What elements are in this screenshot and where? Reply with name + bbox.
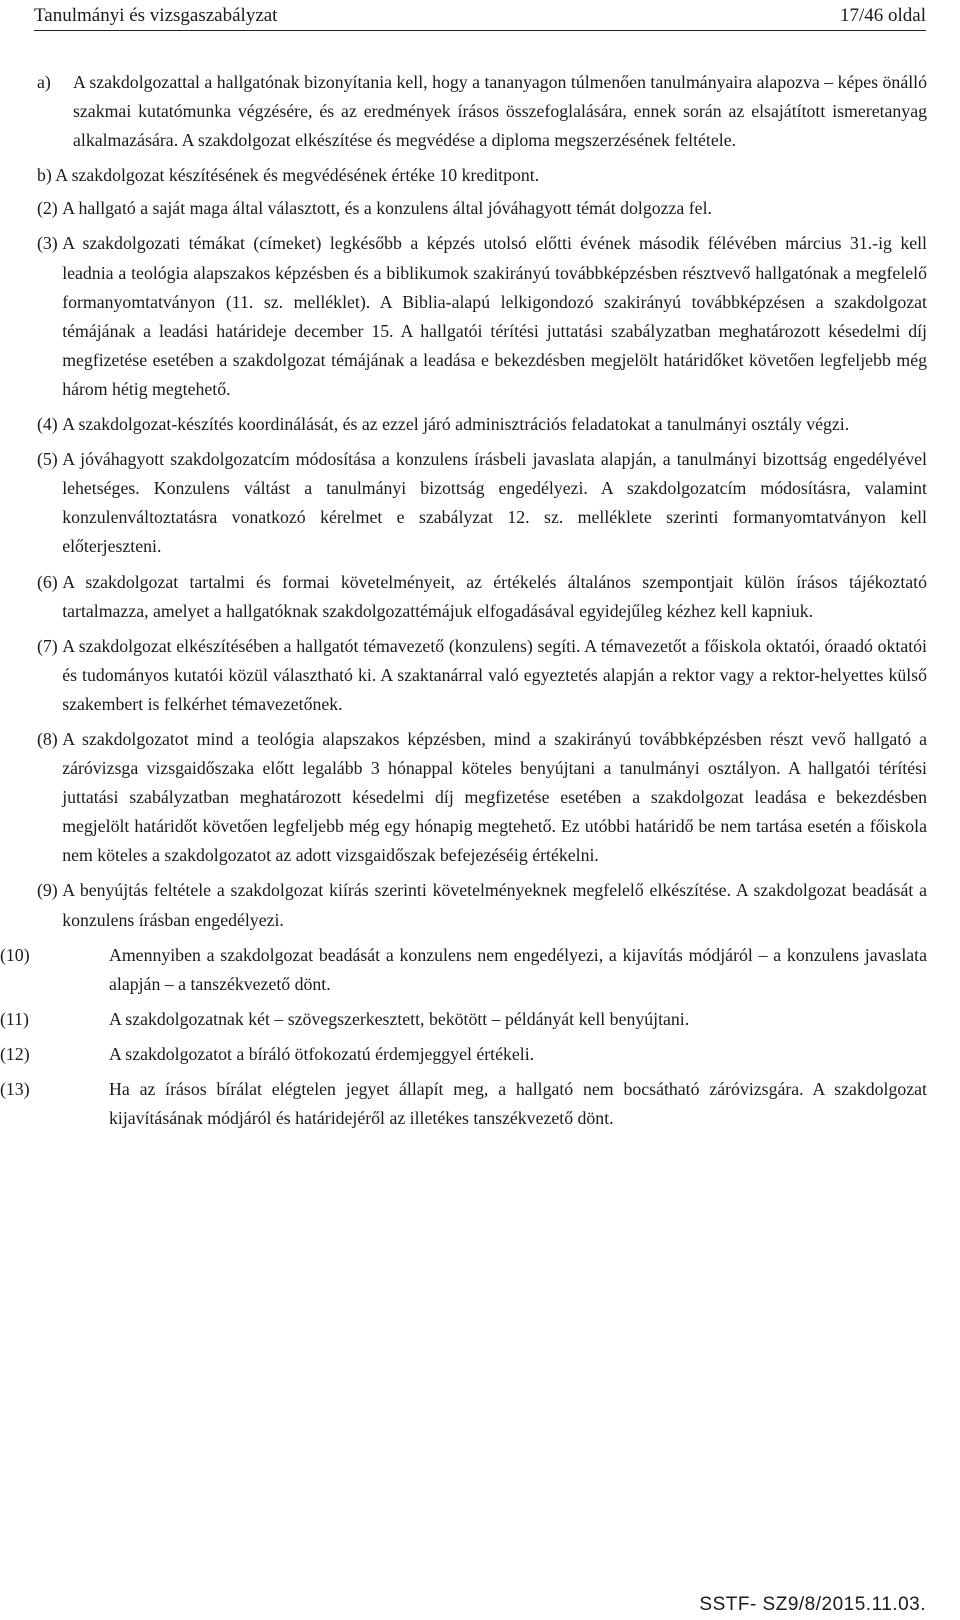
paragraph-a-text: A szakdolgozattal a hallgatónak bizonyítania kell, hogy a tananyagon túlmenően tanulmányaira alapozva – képes önálló szakmai kutatómunka végzésére, és az eredmények írásos összefoglalására, ennek során az elsajátított ismeretanyag alkalmazására. A szakdolgozat elkészítése és megvédése a diploma megszerzésének feltétele. — [73, 72, 927, 151]
paragraph-8-label: (8) — [37, 728, 63, 749]
paragraph-12-text: A szakdolgozatot a bíráló ötfokozatú érdemjeggyel értékeli. — [109, 1043, 535, 1064]
paragraph-a-label: a) — [37, 72, 51, 92]
paragraph-4-text: A szakdolgozat-készítés koordinálását, és az ezzel járó adminisztrációs feladatokat a tanulmányi osztály végzi. — [62, 414, 850, 435]
paragraph-10 — [0, 941, 927, 999]
paragraph-7 — [37, 632, 927, 719]
paragraph-2-label: (2) — [37, 198, 63, 219]
paragraph-2-text: A hallgató a saját maga által választott, és a konzulens által jóváhagyott témát dolgozza fel. — [62, 198, 712, 219]
paragraph-2 — [37, 194, 927, 223]
paragraph-9-text: A benyújtás feltétele a szakdolgozat kiírás szerinti követelményeknek megfelelő elkészítése. A szakdolgozat beadását a konzulens írásban engedélyezi. — [62, 880, 927, 930]
paragraph-11-text: A szakdolgozatnak két – szövegszerkesztett, bekötött – példányát kell benyújtani. — [109, 1008, 690, 1029]
paragraph-10-label: (10) — [0, 944, 30, 965]
paragraph-12-label: (12) — [0, 1043, 30, 1064]
document-title: Tanulmányi és vizsgaszabályzat — [34, 5, 278, 26]
paragraph-9 — [37, 876, 927, 934]
paragraph-6 — [37, 568, 927, 626]
paragraph-13 — [0, 1075, 927, 1133]
paragraph-7-label: (7) — [37, 635, 63, 656]
page-number: 17/46 oldal — [839, 5, 926, 26]
paragraph-4 — [37, 410, 927, 439]
paragraph-8 — [37, 725, 927, 870]
paragraph-6-text: A szakdolgozat tartalmi és formai követelményeit, az értékelés általános szempontjait külön írásos tájékoztató tartalmazza, amelyet a hallgatóknak szakdolgozattémájuk elfogadásával egyidejűleg kézhez kell kapniuk. — [62, 571, 927, 621]
paragraph-5-label: (5) — [37, 449, 63, 470]
paragraph-13-label: (13) — [0, 1079, 30, 1099]
paragraph-a — [37, 68, 927, 155]
paragraph-8-text: A szakdolgozatot mind a teológia alapszakos képzésben, mind a szakirányú továbbképzésben részt vevő hallgató a záróvizsga vizsgaidőszaka előtt legalább 3 hónappal köteles benyújtani a tanulmányi osztályon. A hallgatói térítési juttatási szabályzatban meghatározott késedelmi díj megfizetése esetében a szakdolgozat leadása e bekezdésben megjelölt határidőt követően legfeljebb még egy hónapig megtehető. Ez utóbbi határidő be nem tartása esetén a főiskola nem köteles a szakdolgozatot az adott vizsgaidőszak befejezéséig értékelni. — [62, 728, 927, 866]
paragraph-10-body: Amennyiben a szakdolgozat beadását a konzulens nem engedélyezi, a kijavítás módjáról – a konzulens javaslata alapján – a tanszékvezető dönt. — [109, 944, 927, 994]
paragraph-7-text: A szakdolgozat elkészítésében a hallgatót témavezető (konzulens) segíti. A témavezetőt a főiskola oktatói, óraadó oktatói és tudományos kutatói közül választható ki. A szaktanárral való egyeztetés alapján a rektor vagy a rektor-helyettes külső szakembert is felkérhet témavezetőnek. — [62, 635, 927, 714]
document-body — [0, 68, 927, 1139]
page-header — [34, 2, 926, 31]
paragraph-5 — [37, 445, 927, 561]
paragraph-4-label: (4) — [37, 414, 63, 435]
document-code: SSTF- SZ9/8/2015.11.03. — [699, 1594, 926, 1615]
paragraph-9-label: (9) — [37, 880, 63, 901]
paragraph-11 — [0, 1005, 927, 1034]
paragraph-3 — [37, 229, 927, 404]
paragraph-10-text — [109, 941, 927, 999]
paragraph-13-text: Ha az írásos bírálat elégtelen jegyet állapít meg, a hallgató nem bocsátható záróvizsgára. A szakdolgozat kijavításának módjáról és határidejéről az illetékes tanszékvezető dönt. — [109, 1079, 927, 1129]
paragraph-11-label: (11) — [0, 1008, 29, 1029]
paragraph-6-label: (6) — [37, 571, 63, 592]
paragraph-b: b) A szakdolgozat készítésének és megvédésének értéke 10 kreditpont. — [37, 165, 540, 186]
paragraph-3-text: A szakdolgozati témákat (címeket) legkésőbb a képzés utolsó előtti évének második félévében március 31.-ig kell leadnia a teológia alapszakos képzésben és a biblikumok szakirányú továbbképzésben résztvevő hallgatónak a megfelelő formanyomtatványon (11. sz. melléklet). A Biblia-alapú lelkigondozó szakirányú továbbképzésen a szakdolgozat témájának a leadási határideje december 15. A hallgatói térítési juttatási szabályzatban meghatározott késedelmi díj megfizetése esetében a szakdolgozat témájának a leadása e bekezdésben megjelölt határidőket követően legfeljebb még három hétig megtehető. — [62, 233, 927, 399]
paragraph-5-text: A jóváhagyott szakdolgozatcím módosítása a konzulens írásbeli javaslata alapján, a tanulmányi bizottság engedélyével lehetséges. Konzulens váltást a tanulmányi bizottság engedélyezi. A szakdolgozatcím módosításra, valamint konzulenváltoztatásra vonatkozó kérelmet e szabályzat 12. sz. melléklete szerinti formanyomtatványon kell előterjeszteni. — [62, 449, 927, 557]
paragraph-12 — [0, 1040, 927, 1069]
paragraph-3-label: (3) — [37, 233, 63, 254]
